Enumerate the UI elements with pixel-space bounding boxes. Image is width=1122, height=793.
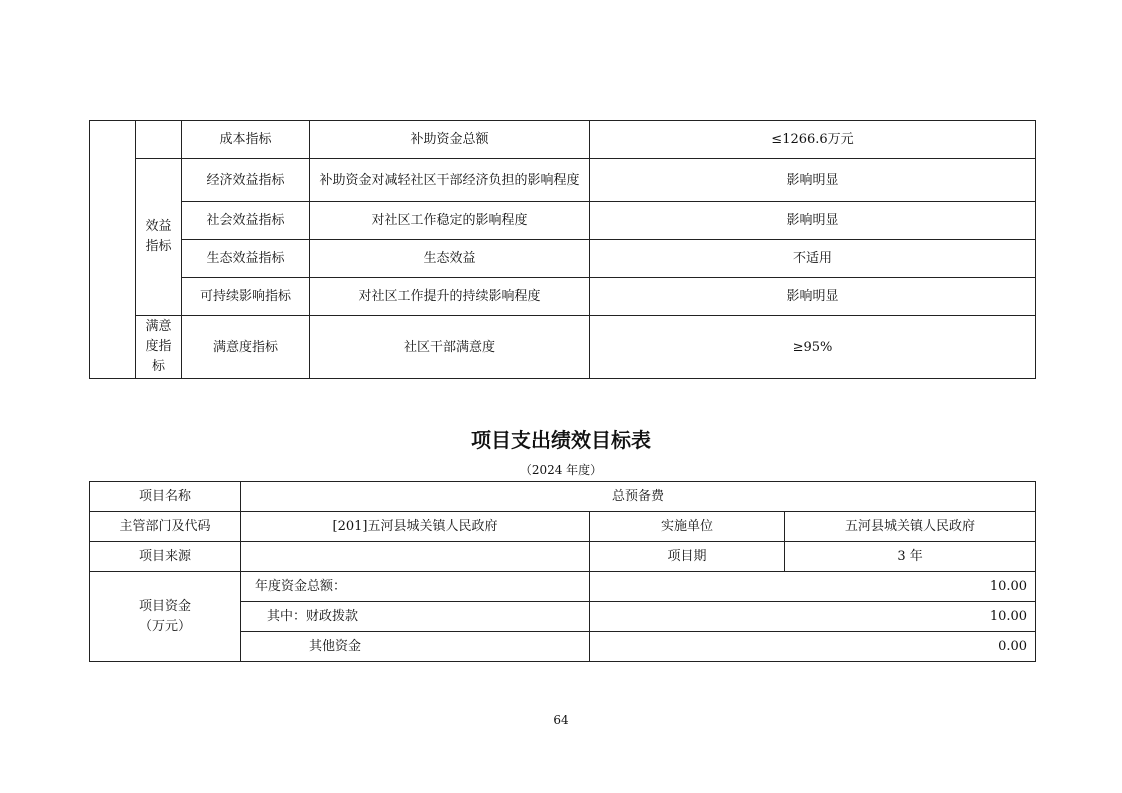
funds-row-label: 其中：财政拨款 xyxy=(241,602,590,632)
table-row xyxy=(90,572,1036,602)
indicator-name: 对社区工作稳定的影响程度 xyxy=(310,202,590,240)
section-title: 项目支出绩效目标表 xyxy=(471,428,651,452)
level1-cell-empty xyxy=(90,121,136,379)
department-label: 主管部门及代码 xyxy=(90,512,241,542)
implementing-unit-label: 实施单位 xyxy=(590,512,785,542)
project-source-value xyxy=(241,542,590,572)
level2-cell-empty xyxy=(136,121,182,159)
section-subtitle: （2024 年度） xyxy=(519,463,603,477)
table-row xyxy=(90,240,1036,278)
indicator-category: 生态效益指标 xyxy=(182,240,310,278)
funds-row-label: 其他资金 xyxy=(241,632,590,662)
indicator-category: 经济效益指标 xyxy=(182,159,310,202)
indicator-name: 补助资金总额 xyxy=(310,121,590,159)
indicator-value: ≥95% xyxy=(590,316,1036,379)
project-period-label: 项目期 xyxy=(590,542,785,572)
indicator-name: 补助资金对减轻社区干部经济负担的影响程度 xyxy=(310,159,590,202)
indicator-name: 对社区工作提升的持续影响程度 xyxy=(310,278,590,316)
indicator-category: 满意度指标 xyxy=(182,316,310,379)
table-row xyxy=(90,512,1036,542)
table-row xyxy=(90,159,1036,202)
table-row xyxy=(90,278,1036,316)
project-source-label: 项目来源 xyxy=(90,542,241,572)
satisfaction-indicator-group: 满意度指标 xyxy=(136,316,182,379)
indicator-value: ≤1266.6万元 xyxy=(590,121,1036,159)
funds-row-label: 年度资金总额： xyxy=(241,572,590,602)
table-row xyxy=(90,542,1036,572)
project-expenditure-table xyxy=(89,481,1036,662)
benefit-indicator-group: 效益指标 xyxy=(136,159,182,316)
project-name-value: 总预备费 xyxy=(241,482,1036,512)
table-row xyxy=(90,202,1036,240)
page-number: 64 xyxy=(553,713,569,727)
performance-indicator-table-continued xyxy=(89,120,1036,379)
indicator-name: 生态效益 xyxy=(310,240,590,278)
indicator-value: 不适用 xyxy=(590,240,1036,278)
indicator-value: 影响明显 xyxy=(590,159,1036,202)
funds-row-value: 10.00 xyxy=(590,602,1036,632)
project-funds-label: 项目资金（万元） xyxy=(90,572,241,662)
indicator-category: 社会效益指标 xyxy=(182,202,310,240)
project-name-label: 项目名称 xyxy=(90,482,241,512)
funds-row-value: 0.00 xyxy=(590,632,1036,662)
department-value: [201]五河县城关镇人民政府 xyxy=(241,512,590,542)
table-row xyxy=(90,121,1036,159)
table-row xyxy=(90,482,1036,512)
indicator-value: 影响明显 xyxy=(590,202,1036,240)
indicator-category: 可持续影响指标 xyxy=(182,278,310,316)
indicator-category: 成本指标 xyxy=(182,121,310,159)
indicator-value: 影响明显 xyxy=(590,278,1036,316)
table-row xyxy=(90,316,1036,379)
funds-row-value: 10.00 xyxy=(590,572,1036,602)
indicator-name: 社区干部满意度 xyxy=(310,316,590,379)
project-period-value: 3 年 xyxy=(785,542,1036,572)
implementing-unit-value: 五河县城关镇人民政府 xyxy=(785,512,1036,542)
